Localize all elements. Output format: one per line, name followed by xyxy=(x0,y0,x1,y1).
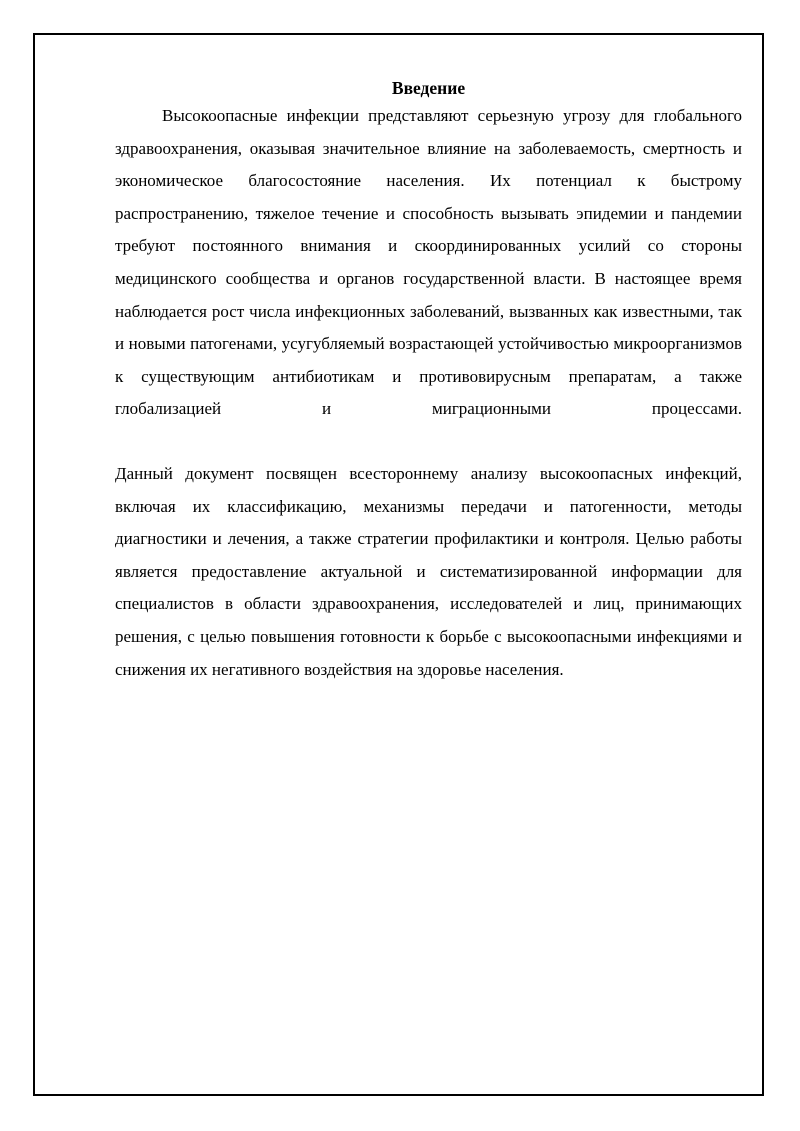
document-body xyxy=(115,76,742,686)
paragraph-intro: Высокоопасные инфекции представляют серьезную угрозу для глобального здравоохранения, оказывая значительное влияние на заболеваемость, смертность и экономическое благосостояние населения. Их потенциал к быстрому распространению, тяжелое течение и способность вызывать эпидемии и пандемии требуют постоянного внимания и скоординированных усилий со стороны медицинского сообщества и органов государственной власти. В настоящее время наблюдается рост числа инфекционных заболеваний, вызванных как известными, так и новыми патогенами, усугубляемый возрастающей устойчивостью микроорганизмов к существующим антибиотикам и противовирусным препаратам, а также глобализацией и миграционными процессами. xyxy=(115,106,742,419)
document-title: Введение xyxy=(391,78,466,98)
paragraph-purpose: Данный документ посвящен всестороннему анализу высокоопасных инфекций, включая их классификацию, механизмы передачи и патогенности, методы диагностики и лечения, а также стратегии профилактики и контроля. Целью работы является предоставление актуальной и систематизированной информации для специалистов в области здравоохранения, исследователей и лиц, принимающих решения, с целью повышения готовности к борьбе с высокоопасными инфекциями и снижения их негативного воздействия на здоровье населения. xyxy=(115,463,742,679)
